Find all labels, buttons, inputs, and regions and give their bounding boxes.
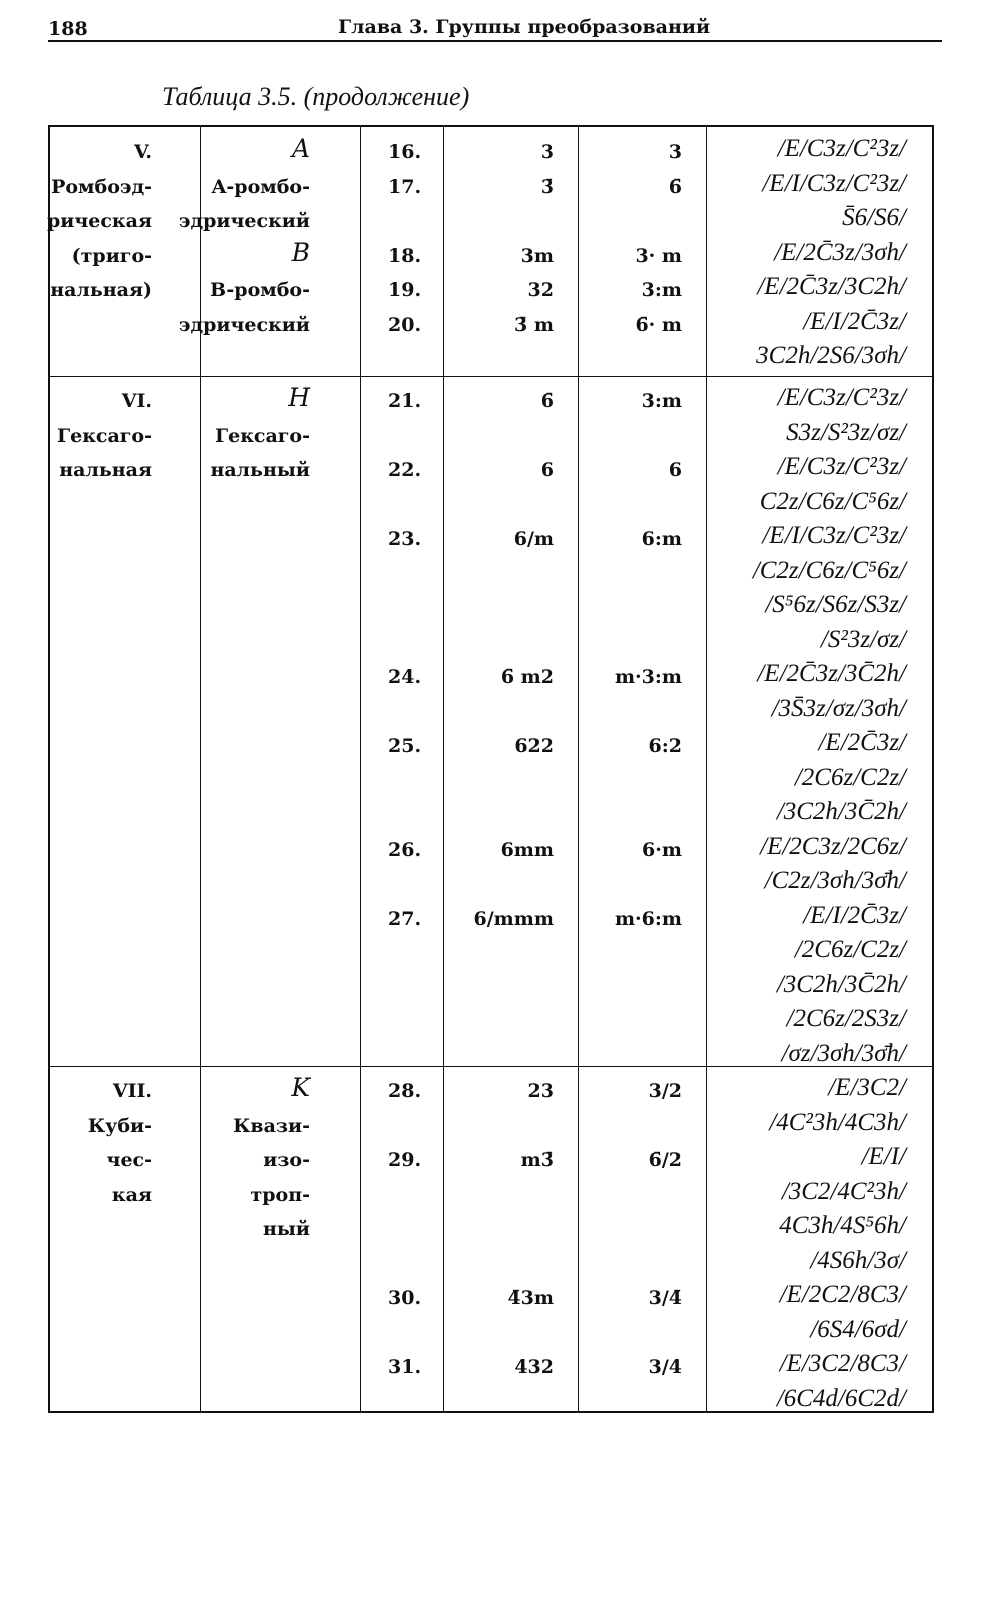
group-elements: /E/2C̄3z/: [818, 729, 906, 756]
crystal-system-label: Гексаго-: [56, 424, 152, 447]
group-number: 29.: [388, 1149, 422, 1171]
group-elements: /3C2h/3C̄2h/: [776, 798, 906, 825]
group-number: 21.: [388, 390, 422, 412]
international-symbol: 432: [514, 1356, 554, 1378]
group-elements: /S⁵6z/S6z/S3z/: [765, 591, 906, 618]
international-symbol: 6: [540, 459, 554, 481]
group-number: 25.: [388, 735, 422, 757]
crystal-system-label: кая: [111, 1183, 152, 1206]
class-symbol: B: [291, 237, 310, 267]
schoenflies-symbol: 6̄/2: [648, 1149, 682, 1171]
schoenflies-symbol: 3· m: [635, 244, 682, 267]
group-elements: 3C2h/2S6/3σh/: [756, 342, 906, 369]
group-elements: S̄6/S6/: [842, 204, 906, 231]
group-number: 19.: [388, 279, 422, 301]
group-elements: /E/I/C3z/C²3z/: [762, 522, 906, 549]
group-elements: /E/2C̄3z/3C̄2h/: [757, 660, 906, 687]
group-number: 16.: [388, 141, 422, 163]
crystal-system-label: чес-: [106, 1149, 152, 1171]
schoenflies-symbol: 3/4̄: [648, 1287, 682, 1309]
international-symbol: 6/m: [513, 528, 554, 550]
group-elements: /4C²3h/4C3h/: [769, 1108, 906, 1136]
group-elements: /E/2C̄3z/3σh/: [774, 238, 906, 266]
schoenflies-symbol: m·3:m: [614, 666, 682, 688]
group-elements: /6C4d/6C2d/: [776, 1384, 906, 1412]
group-elements: /σz/3σh/3σ̄h/: [781, 1039, 906, 1067]
group-number: 23.: [388, 528, 422, 550]
class-label: Квази-: [233, 1114, 310, 1137]
group-number: 17.: [388, 175, 422, 198]
class-label: ный: [262, 1218, 310, 1240]
class-label: A-ромбо-: [211, 175, 310, 198]
international-symbol: 6̄ m2: [500, 666, 554, 688]
class-label: троп-: [250, 1183, 310, 1206]
schoenflies-symbol: 6:m: [641, 528, 682, 550]
page-number: 188: [48, 18, 88, 40]
international-symbol: 23: [527, 1080, 554, 1102]
group-elements: /6S4/6σd/: [810, 1315, 906, 1343]
international-symbol: 3m: [520, 244, 554, 267]
international-symbol: 3̄: [540, 175, 554, 198]
group-number: 18.: [388, 244, 422, 267]
schoenflies-symbol: 3/4: [648, 1356, 682, 1378]
group-elements: /E/I/: [861, 1143, 906, 1170]
group-elements: /E/2C̄3z/3C2h/: [757, 273, 906, 300]
table-caption: Таблица 3.5. (продолжение): [162, 82, 470, 111]
class-label: эдрический: [178, 210, 310, 232]
group-elements: /3S̄3z/σz/3σh/: [771, 694, 906, 722]
crystal-system-label: (триго-: [71, 244, 152, 267]
crystal-system-label: Куби-: [87, 1114, 152, 1137]
group-elements: /E/2C2/8C3/: [779, 1281, 906, 1308]
group-elements: /E/C3z/C²3z/: [777, 135, 906, 162]
group-elements: /2C6z/C2z/: [794, 936, 906, 963]
international-symbol: 622: [514, 735, 554, 757]
international-symbol: m3̄: [520, 1149, 554, 1171]
group-elements: 4C3h/4S⁵6h/: [779, 1212, 906, 1239]
crystal-system-label: нальная: [59, 459, 152, 481]
column-divider: [360, 127, 361, 1411]
schoenflies-symbol: 3/2: [648, 1080, 682, 1102]
group-elements: /3C2h/3C̄2h/: [776, 970, 906, 998]
class-label: Гексаго-: [214, 424, 310, 447]
group-elements: /S²3z/σz/: [820, 625, 906, 653]
group-number: 31.: [388, 1356, 422, 1378]
crystal-system-label: Ромбоэд-: [51, 175, 152, 198]
group-elements: C2z/C6z/C⁵6z/: [759, 487, 906, 515]
column-divider: [578, 127, 579, 1411]
group-elements: /E/I/2C̄3z/: [803, 901, 906, 929]
crystal-system-label: VII.: [112, 1080, 152, 1102]
group-elements: /2C6z/2S3z/: [786, 1005, 906, 1032]
international-symbol: 6̄: [540, 390, 554, 412]
group-number: 22.: [388, 459, 422, 481]
group-number: 24.: [388, 666, 422, 688]
group-elements: /E/3C2/8C3/: [779, 1350, 906, 1377]
class-symbol: A: [291, 134, 310, 163]
class-label: эдрический: [178, 313, 310, 336]
schoenflies-symbol: 6̄: [668, 175, 682, 198]
group-elements: /3C2/4C²3h/: [781, 1177, 906, 1205]
group-number: 27.: [388, 907, 422, 930]
group-number: 30.: [388, 1287, 422, 1309]
column-divider: [706, 127, 707, 1411]
group-elements: /4S6h/3σ/: [810, 1246, 906, 1274]
class-symbol: H: [288, 383, 310, 412]
group-elements: /E/C3z/C²3z/: [777, 384, 906, 411]
crystal-system-label: нальная): [50, 279, 152, 301]
group-elements: /E/2C3z/2C6z/: [760, 832, 906, 860]
symmetry-groups-table: [48, 125, 934, 1413]
group-number: 26.: [388, 838, 422, 861]
class-symbol: K: [291, 1073, 310, 1102]
international-symbol: 6/mmm: [473, 907, 554, 930]
international-symbol: 3: [540, 141, 554, 163]
international-symbol: 3̄ m: [514, 313, 554, 336]
group-elements: /E/3C2/: [828, 1074, 906, 1101]
schoenflies-symbol: 3:m: [641, 279, 682, 301]
crystal-system-label: рическая: [46, 210, 152, 232]
crystal-system-label: VI.: [121, 390, 152, 412]
schoenflies-symbol: 6̄· m: [635, 313, 682, 336]
group-elements: /C2z/C6z/C⁵6z/: [752, 556, 906, 584]
chapter-title: Глава 3. Группы преобразований: [338, 16, 711, 38]
international-symbol: 32: [527, 279, 554, 301]
group-elements: /E/I/C3z/C²3z/: [762, 169, 906, 197]
schoenflies-symbol: m·6:m: [614, 907, 682, 930]
schoenflies-symbol: 3:m: [641, 390, 682, 412]
schoenflies-symbol: 6:2: [648, 735, 682, 757]
group-elements: /E/I/2C̄3z/: [803, 307, 906, 335]
group-number: 20.: [388, 313, 422, 336]
group-number: 28.: [388, 1080, 422, 1102]
group-elements: S3z/S²3z/σz/: [786, 418, 906, 446]
column-divider: [443, 127, 444, 1411]
international-symbol: 6mm: [500, 838, 554, 861]
schoenflies-symbol: 6·m: [642, 838, 682, 861]
group-elements: /2C6z/C2z/: [794, 763, 906, 791]
international-symbol: 4̄3m: [507, 1287, 554, 1309]
crystal-system-label: V.: [133, 141, 152, 163]
schoenflies-symbol: 3: [668, 141, 682, 163]
group-elements: /E/C3z/C²3z/: [777, 453, 906, 480]
section-divider: [50, 376, 932, 377]
class-label: нальный: [210, 459, 310, 481]
group-elements: /C2z/3σh/3σ̄h/: [764, 867, 906, 894]
class-label: изо-: [263, 1149, 310, 1171]
page-header: [48, 18, 942, 42]
schoenflies-symbol: 6: [668, 459, 682, 481]
class-label: B-ромбо-: [210, 279, 310, 301]
